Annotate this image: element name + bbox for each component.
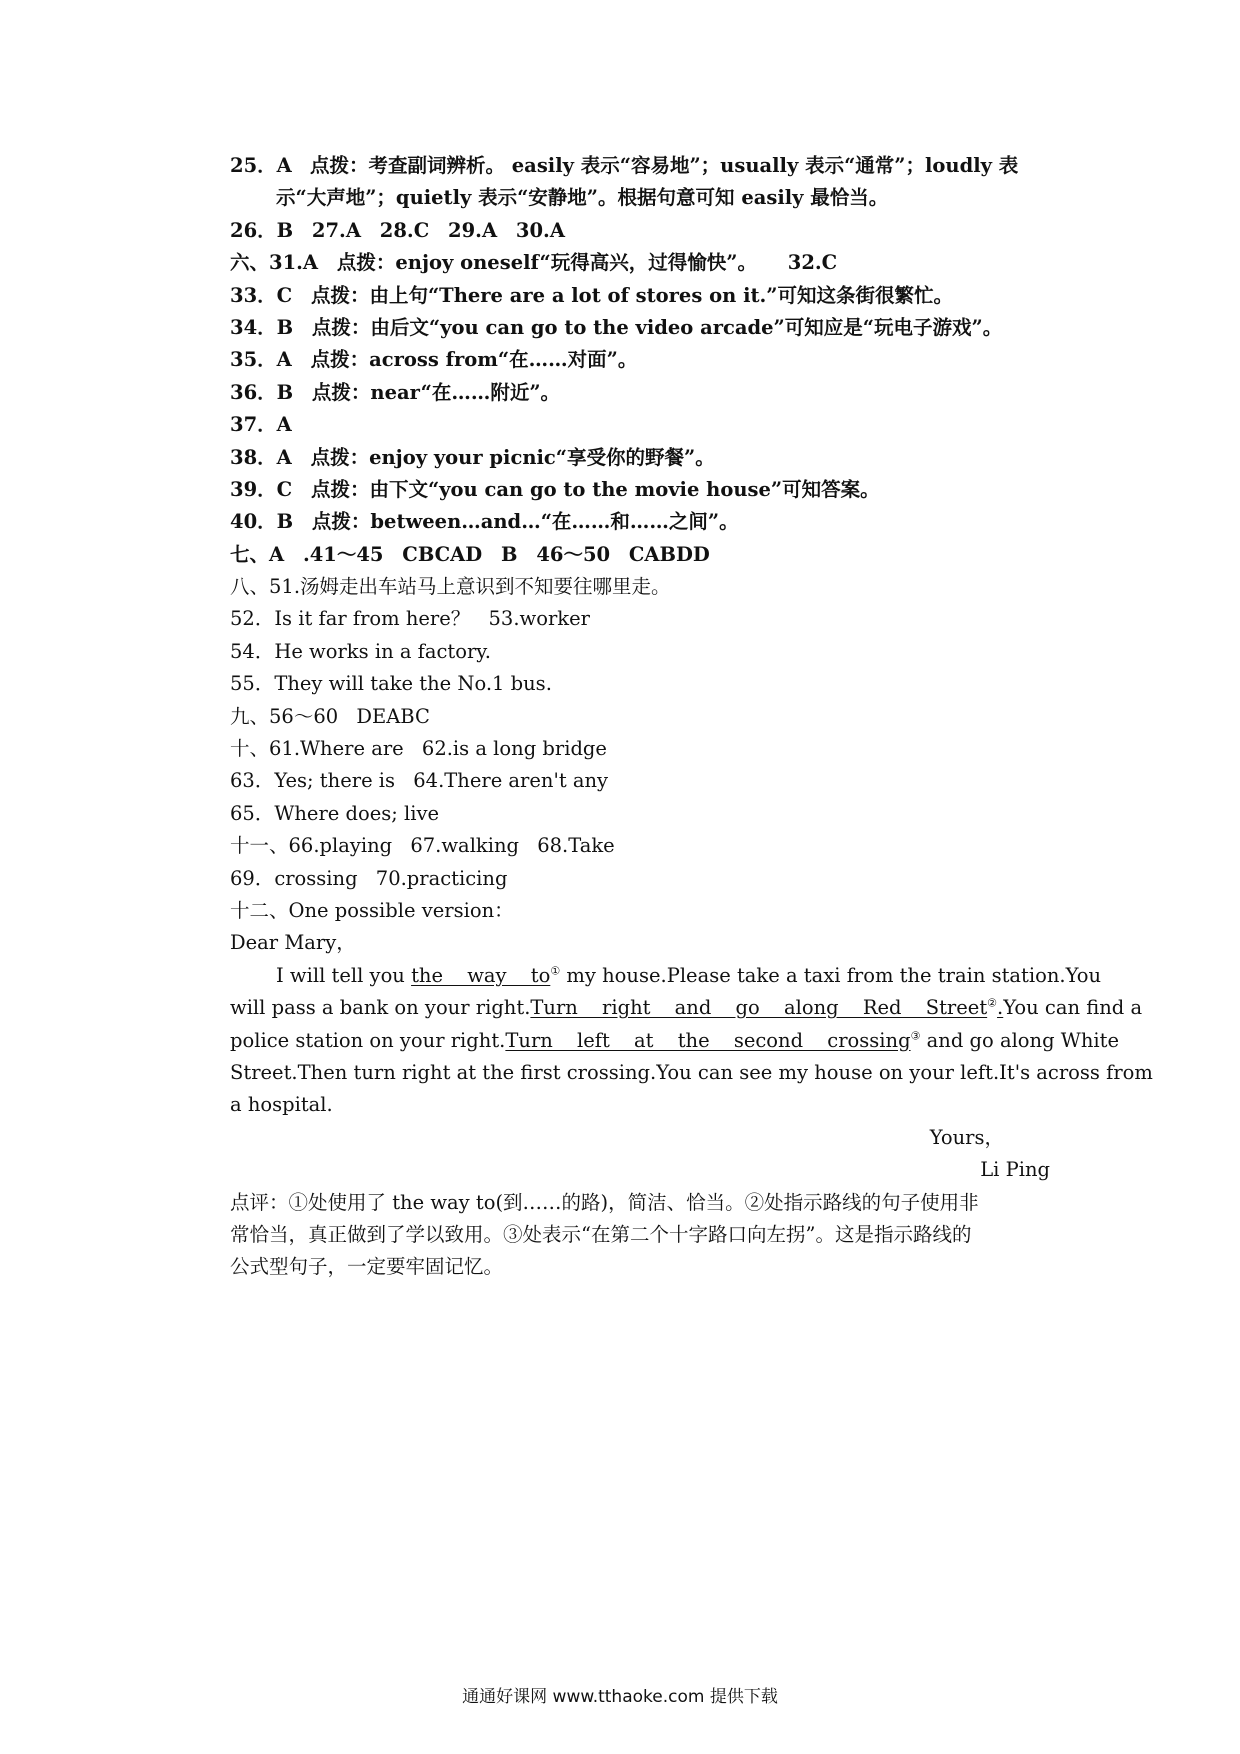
section-eleven: [230, 830, 1050, 862]
answer-note: 点拨：由上句“There are a lot of stores on it.”可知这条街很繁忙。: [310, 283, 954, 307]
answer-52-53: [230, 603, 1050, 635]
answer-63-64: [230, 765, 1050, 797]
answer-31-32: [230, 247, 1050, 279]
part-label: B: [501, 542, 518, 566]
essay-text: You can find a: [1003, 996, 1143, 1020]
answer-item: 32.C: [787, 251, 838, 275]
underlined-phrase: the way to: [411, 963, 551, 987]
answer-note: 示“大声地”；quietly 表示“安静地”。根据句意可知 easily 最恰当。: [276, 186, 889, 210]
download-footer: 通通好课网 www.tthaoke.com 提供下载: [462, 1687, 778, 1707]
note-marker: ②: [987, 996, 998, 1010]
note-marker: ③: [910, 1029, 921, 1043]
answer-number: 38．A: [230, 445, 292, 469]
answer-item: 63．Yes; there is: [230, 769, 396, 793]
note-marker: ①: [550, 964, 561, 978]
answer-26-30: [230, 215, 1050, 247]
answer-item: 八、51.汤姆走出车站马上意识到不知要往哪里走。: [230, 575, 671, 599]
answer-65: [230, 798, 1050, 830]
answer-37: [230, 409, 1050, 441]
answer-item: 52．Is it far from here？: [230, 607, 471, 631]
answer-40: [230, 506, 1050, 538]
answer-item: 65．Where does; live: [230, 801, 440, 825]
essay-text: my house.Please take a taxi from the train station.You: [560, 963, 1102, 987]
comment-line: 常恰当，真正做到了学以致用。③处表示“在第二个十字路口向左拐”。这是指示路线的: [230, 1222, 972, 1246]
section-twelve: [230, 895, 1050, 927]
answer-33: [230, 280, 1050, 312]
answer-number: 25．A: [230, 154, 292, 177]
answer-item: 67.walking: [410, 834, 520, 858]
answer-note: 点拨：between…and…“在……和……之间”。: [311, 510, 739, 534]
answer-item: 55．They will take the No.1 bus.: [230, 672, 552, 696]
section-six-answer: 六、31.A: [230, 251, 319, 275]
answer-item: 64.There aren't any: [413, 769, 609, 793]
answer-number: 37．A: [230, 413, 292, 437]
model-essay: [230, 927, 1153, 1186]
section-label: 七、A: [230, 542, 285, 566]
answer-item: 70.practicing: [375, 866, 508, 890]
essay-text: police station on your right.: [230, 1028, 506, 1052]
teacher-comment: [230, 1187, 1050, 1284]
comment-line: 点评：①处使用了 the way to(到……的路)，简洁、恰当。②处指示路线的句子使用非: [230, 1190, 979, 1214]
underlined-phrase: .: [997, 996, 1004, 1020]
essay-text: will pass a bank on your right.: [230, 996, 531, 1020]
comment-line: 公式型句子，一定要牢固记忆。: [230, 1255, 504, 1279]
answer-letters: CBCAD: [402, 542, 483, 566]
answer-item: 26．B: [230, 218, 294, 242]
answer-number: 35．A: [230, 348, 292, 372]
answer-number: 34．B: [230, 315, 294, 339]
answer-range: 46～50: [536, 542, 611, 566]
answer-item: 68.Take: [537, 834, 615, 858]
essay-line: [230, 992, 1143, 1024]
answer-69-70: [230, 863, 1050, 895]
answer-item: 54．He works in a factory.: [230, 639, 491, 663]
answer-letters: DEABC: [356, 704, 430, 728]
answer-item: 28.C: [379, 218, 430, 242]
answer-number: 40．B: [230, 510, 294, 534]
answer-35: [230, 344, 1050, 376]
answer-range: 九、56～60: [230, 704, 339, 728]
underlined-phrase: Turn left at the second crossing: [505, 1028, 911, 1052]
answer-item: 69．crossing: [230, 866, 358, 890]
essay-line: [230, 1057, 1153, 1089]
essay-line: [230, 960, 1102, 992]
section-nine: [230, 701, 1050, 733]
answer-54: [230, 636, 1050, 668]
answer-note: 点拨：near“在……附近”。: [311, 380, 561, 404]
answer-number: 36．B: [230, 380, 294, 404]
answer-letters: CABDD: [628, 542, 710, 566]
essay-text: a hospital.: [230, 1093, 333, 1117]
section-seven: [230, 539, 1050, 571]
answer-note: 点拨：由下文“you can go to the movie house”可知答案。: [310, 477, 880, 501]
section-eight: [230, 571, 1050, 603]
answer-item: 62.is a long bridge: [421, 737, 607, 761]
answer-34: [230, 312, 1050, 344]
answer-note: 点拨：across from“在……对面”。: [310, 348, 638, 372]
answer-25: [230, 150, 1050, 182]
answer-note: 点拨：由后文“you can go to the video arcade”可知应是“玩电子游戏”。: [311, 315, 1003, 339]
answer-item: 53.worker: [488, 607, 590, 631]
essay-closing: Yours，: [929, 1125, 1004, 1149]
answer-note: 点拨：考查副词辨析。 easily 表示“容易地”；usually 表示“通常”；loudly 表: [309, 154, 1019, 177]
section-ten: [230, 733, 1050, 765]
answer-range: .41～45: [302, 542, 384, 566]
essay-line: [230, 1089, 1050, 1121]
answer-item: 30.A: [515, 218, 565, 242]
underlined-phrase: Turn right and go along Red Street: [530, 996, 988, 1020]
answer-note: 点拨：enjoy oneself“玩得高兴，过得愉快”。: [336, 251, 757, 275]
essay-text: and go along White: [920, 1028, 1119, 1052]
essay-greeting: Dear Mary，: [230, 931, 356, 955]
answer-item: 27.A: [311, 218, 361, 242]
answer-item: 十二、One possible version：: [230, 898, 514, 922]
answer-39: [230, 474, 1050, 506]
answer-number: 39．C: [230, 477, 293, 501]
answer-item: 29.A: [448, 218, 498, 242]
answer-number: 33．C: [230, 283, 293, 307]
answer-key: [230, 150, 1153, 1284]
essay-text: I will tell you: [276, 963, 412, 987]
answer-25-cont: [230, 182, 1050, 214]
answer-item: 十一、66.playing: [230, 834, 393, 858]
answer-55: [230, 668, 1050, 700]
answer-38: [230, 442, 1050, 474]
essay-text: Street.Then turn right at the first crossing.You can see my house on your left.It's across from: [230, 1060, 1153, 1084]
answer-item: 十、61.Where are: [230, 737, 404, 761]
answer-36: [230, 377, 1050, 409]
answer-note: 点拨：enjoy your picnic“享受你的野餐”。: [310, 445, 715, 469]
essay-signature: Li Ping: [980, 1158, 1050, 1182]
essay-line: [230, 1025, 1119, 1057]
